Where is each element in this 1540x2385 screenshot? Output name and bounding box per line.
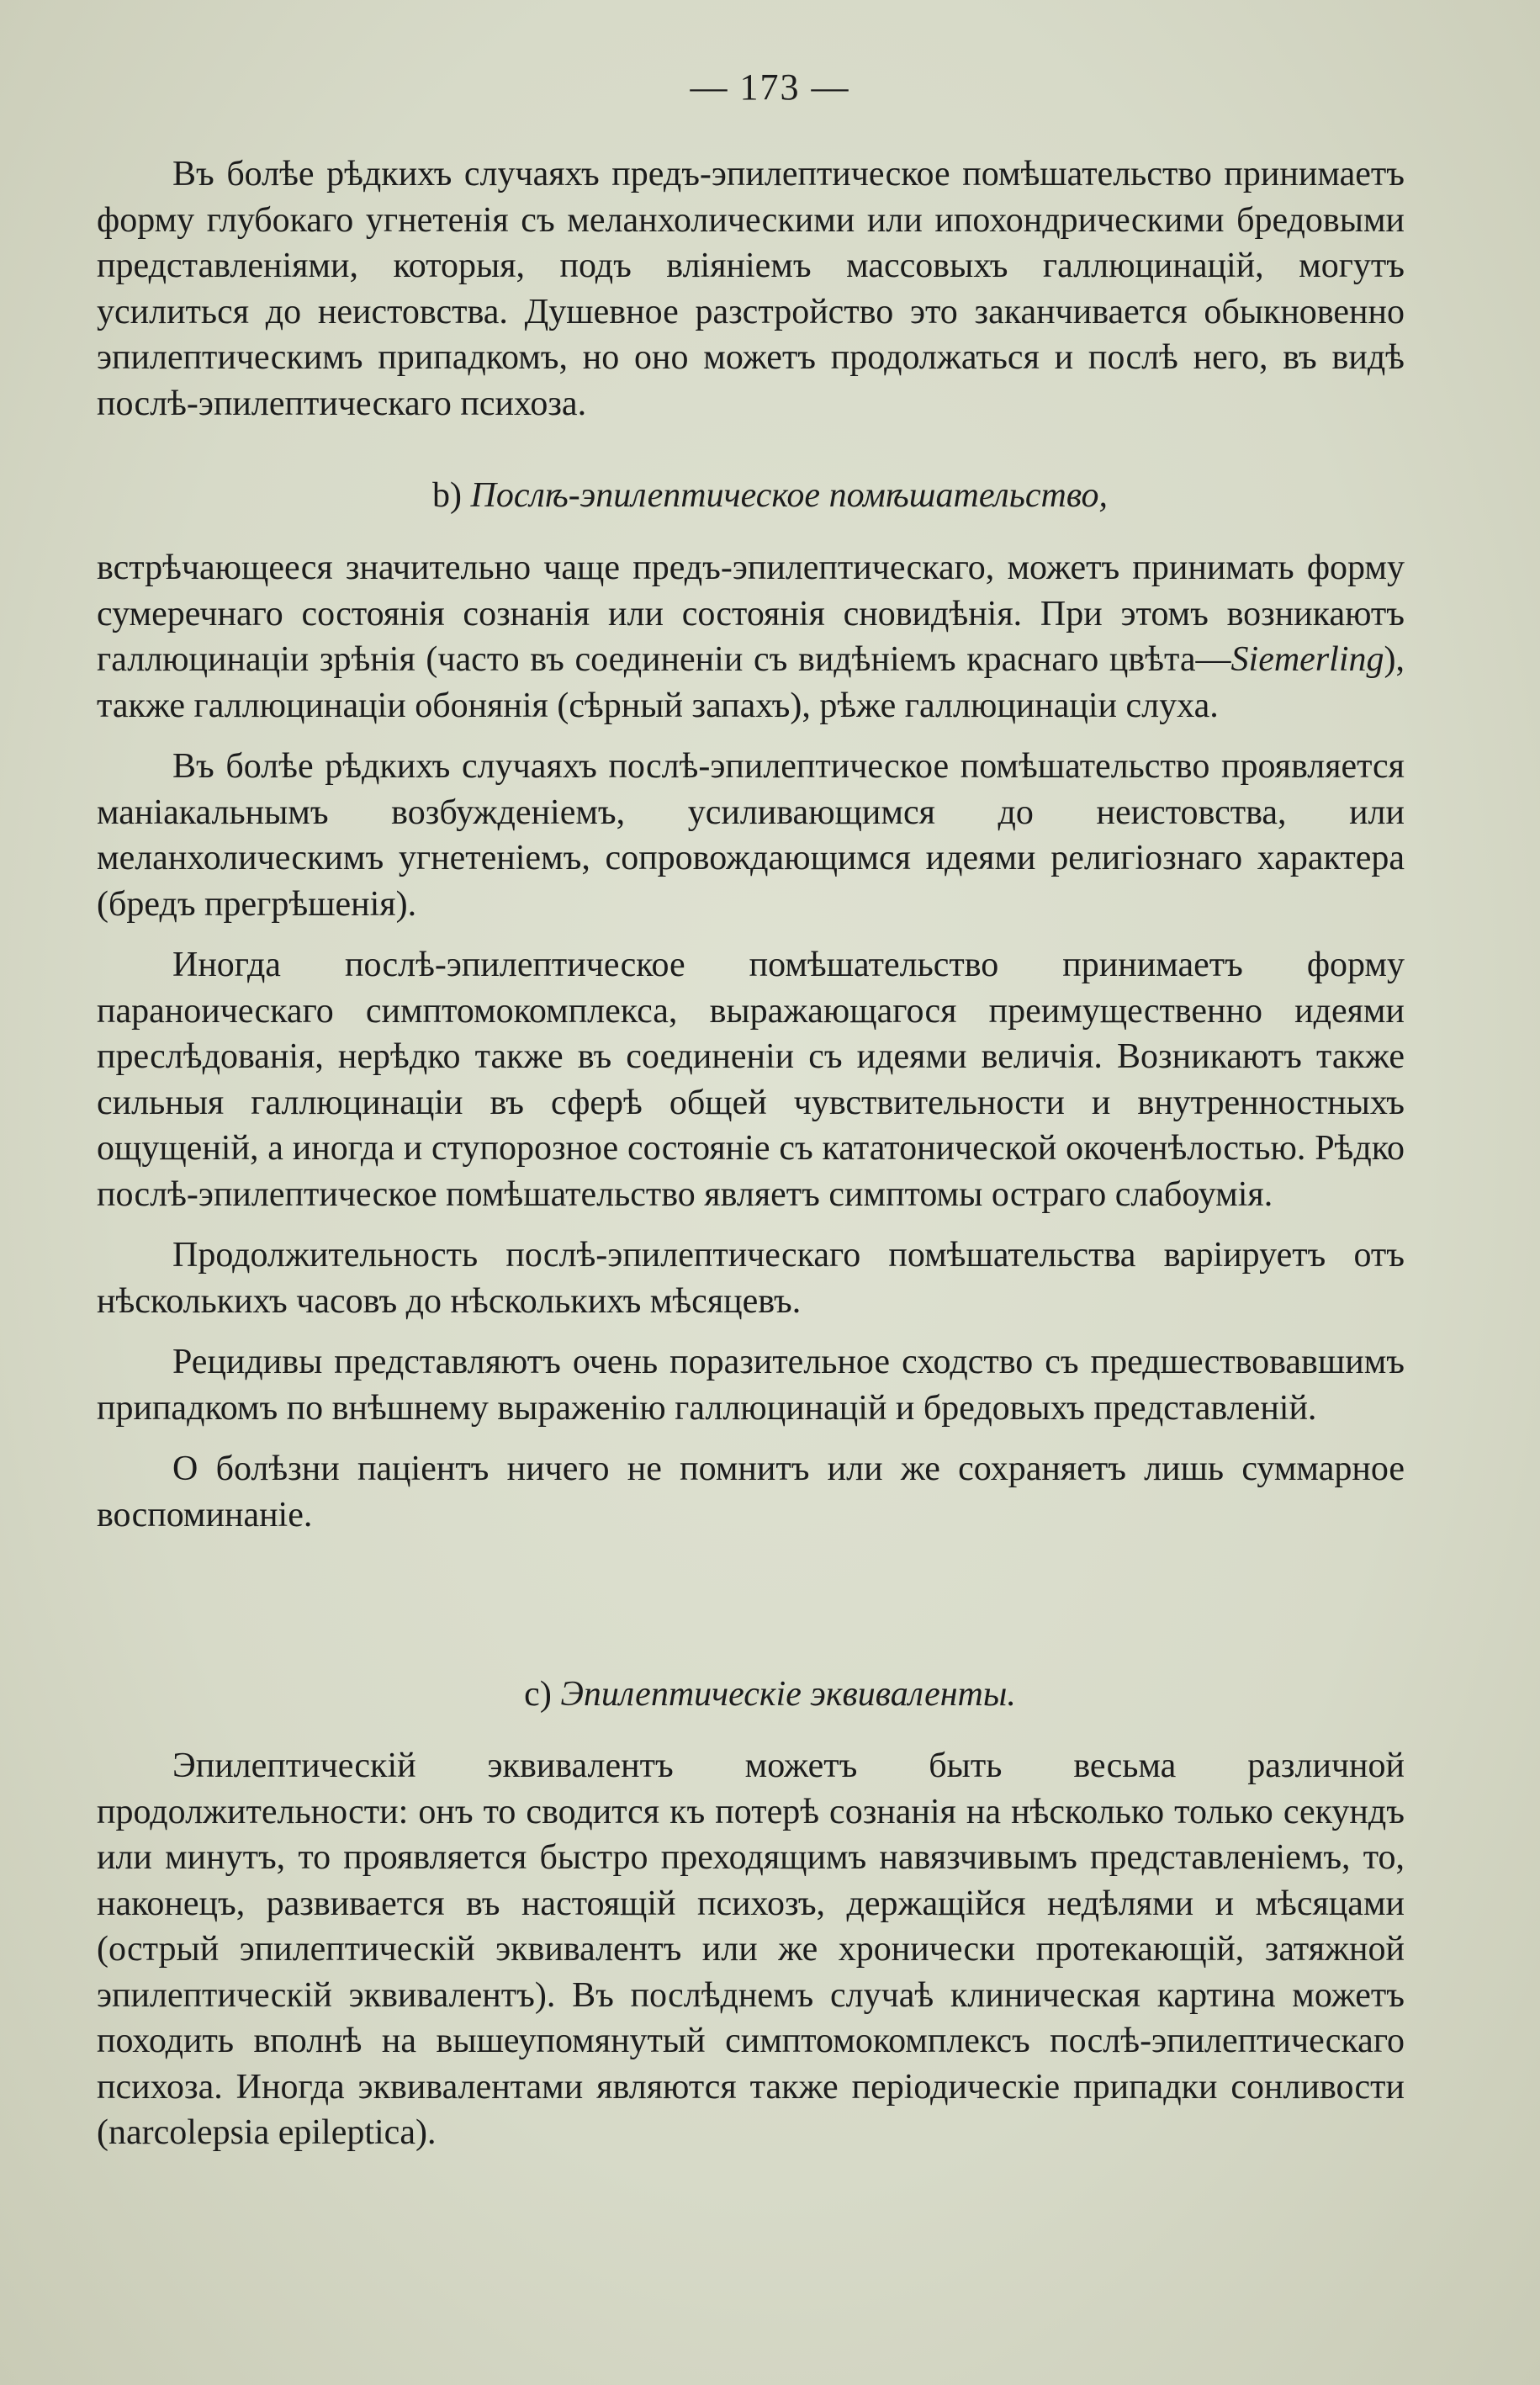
paragraph bbox=[97, 545, 1405, 729]
paragraph: Въ болѣе рѣдкихъ случаяхъ послѣ-эпилептическое помѣшательство проявляется маніакальнымъ возбужденіемъ, усиливающимся до неистовства, или меланхолическимъ угнетеніемъ, сопровождающимся идеями религіознаго характера (бредъ прегрѣшенія). bbox=[97, 747, 1405, 924]
paragraph: Рецидивы представляютъ очень поразительное сходство съ предшествовавшимъ припадкомъ по внѣшнему выраженію галлюцинацій и бредовыхъ представленій. bbox=[97, 1343, 1405, 1428]
section-c-heading bbox=[0, 1674, 1540, 1715]
paragraph-text: ), также галлюцинаціи обонянія (сѣрный запахъ), рѣже галлюцинаціи слуха. bbox=[97, 640, 1405, 725]
paragraph: Въ болѣе рѣдкихъ случаяхъ предъ-эпилептическое помѣшательство принимаетъ форму глубокаго угнетенія съ меланхолическими или ипохондрическими бредовыми представленіями, которыя, подъ вліяніемъ массовыхъ галлюцинацій, могутъ усилиться до неистовства. Душевное разстройство это заканчивается обыкновенно эпилептическимъ припадкомъ, но оно можетъ продолжаться и послѣ него, въ видѣ послѣ-эпилептическаго психоза. bbox=[97, 155, 1405, 423]
section-c-body bbox=[97, 1743, 1405, 2171]
paragraph: О болѣзни паціентъ ничего не помнитъ или же сохраняетъ лишь суммарное воспоминаніе. bbox=[97, 1450, 1405, 1534]
section-letter: b) bbox=[431, 476, 462, 515]
section-a-ending bbox=[97, 151, 1405, 442]
paragraph: Иногда послѣ-эпилептическое помѣшательство принимаетъ форму параноическаго симптомокомплекса, выражающагося преимущественно идеями преслѣдованія, нерѣдко также въ соединеніи съ идеями величія. Возникаютъ также сильныя галлюцинаціи въ сферѣ общей чувствительности и внутренностныхъ ощущеній, а иногда и ступорозное состояніе съ кататонической окоченѣлостью. Рѣдко послѣ-эпилептическое помѣшательство являетъ симптомы остраго слабоумія. bbox=[97, 946, 1405, 1214]
section-title: Эпилептическіе эквиваленты. bbox=[560, 1675, 1016, 1714]
section-title: Послѣ-эпилептическое помѣшательство, bbox=[470, 476, 1109, 515]
paragraph-text: встрѣчающееся значительно чаще предъ-эпилептическаго, можетъ принимать форму сумеречнаго состоянія сознанія или состоянія сновидѣнія. При этомъ возникаютъ галлюцинаціи зрѣнія (часто въ соединеніи съ видѣніемъ краснаго цвѣта— bbox=[97, 549, 1405, 679]
paragraph: Продолжительность послѣ-эпилептическаго помѣшательства варіируетъ отъ нѣсколькихъ часовъ до нѣсколькихъ мѣсяцевъ. bbox=[97, 1236, 1405, 1321]
section-b-body bbox=[97, 545, 1405, 1553]
page-number: — 173 — bbox=[690, 66, 850, 108]
section-letter: c) bbox=[524, 1675, 552, 1714]
author-name: Siemerling bbox=[1230, 640, 1384, 679]
section-b-heading bbox=[0, 475, 1540, 516]
paragraph: Эпилептическій эквивалентъ можетъ быть весьма различной продолжительности: онъ то сводится къ потерѣ сознанія на нѣсколько только секундъ или минутъ, то проявляется быстро преходящимъ навязчивымъ представленіемъ, то, наконецъ, развивается въ настоящій психозъ, держащійся недѣлями и мѣсяцами (острый эпилептическій эквивалентъ или же хронически протекающій, затяжной эпилептическій эквивалентъ). Въ послѣднемъ случаѣ клиническая картина можетъ походить вполнѣ на вышеупомянутый симптомокомплексъ послѣ-эпилептическаго психоза. Иногда эквивалентами являются также періодическіе припадки сонливости (narcolepsia epileptica). bbox=[97, 1746, 1405, 2152]
